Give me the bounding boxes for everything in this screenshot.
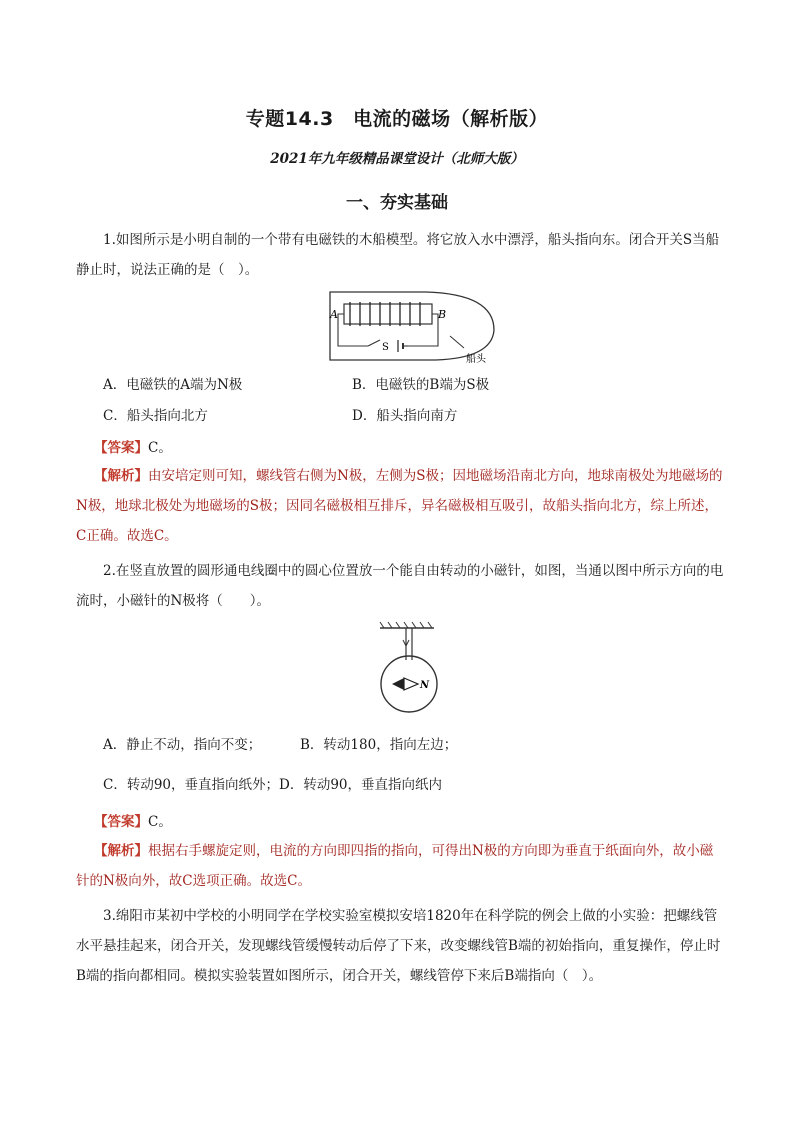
q1-analysis-text: 由安培定则可知，螺线管右侧为N极，左侧为S极；因地磁场沿南北方向，地球南极处为地磁场的N极，地球北极处为地磁场的S极；因同名磁极相互排斥，异名磁极相互吸引，故船头指向北方，综上所述，C正确。故选C。 bbox=[76, 468, 723, 544]
q2-answer-tag: 【答案】 bbox=[94, 814, 148, 830]
q1-stem: 1.如图所示是小明自制的一个带有电磁铁的木船模型。将它放入水中漂浮，船头指向东。闭合开关S当船静止时，说法正确的是（ ）。 bbox=[76, 232, 720, 278]
q3-stem: 3.绵阳市某初中学校的小明同学在学校实验室模拟安培1820年在科学院的例会上做的小实验：把螺线管水平悬挂起来，闭合开关，发现螺线管缓慢转动后停了下来，改变螺线管B端的初始指向，重复操作，停止时B端的指向都相同。模拟实验装置如图所示，闭合开关，螺线管停下来后B端指向（ ）。 bbox=[76, 908, 721, 984]
q1-option-d: D．船头指向南方 bbox=[352, 408, 458, 424]
q1-label-switch: S bbox=[382, 342, 389, 353]
q1-analysis-tag: 【解析】 bbox=[94, 468, 148, 484]
page-title: 专题14.3 电流的磁场（解析版） bbox=[245, 108, 549, 130]
q1-analysis bbox=[76, 461, 724, 551]
q1-label-a: A bbox=[330, 308, 338, 321]
q2-analysis bbox=[76, 836, 724, 896]
q2-option-b: B．转动180，指向左边； bbox=[300, 737, 458, 753]
q2-option-a: A．静止不动，指向不变； bbox=[103, 737, 262, 753]
q1-answer-text: C。 bbox=[148, 440, 172, 456]
q2-stem: 2.在竖直放置的圆形通电线圈中的圆心位置放一个能自由转动的小磁针，如图，当通以图中所示方向的电流时，小磁针的N极将（ ）。 bbox=[76, 563, 724, 609]
q2-answer-text: C。 bbox=[148, 814, 172, 830]
q1-option-c: C．船头指向北方 bbox=[103, 408, 208, 424]
page-subtitle: 2021年九年级精品课堂设计（北师大版） bbox=[270, 151, 524, 167]
section-heading: 一、夯实基础 bbox=[346, 193, 448, 213]
q1-option-b: B．电磁铁的B端为S极 bbox=[352, 377, 490, 393]
q1-label-bow: 船头 bbox=[466, 354, 486, 365]
q1-answer bbox=[94, 436, 172, 456]
q2-label-n: N bbox=[420, 680, 430, 691]
q2-analysis-text: 根据右手螺旋定则，电流的方向即四指的指向，可得出N极的方向即为垂直于纸面向外，故小磁针的N极向外，故C选项正确。故选C。 bbox=[76, 843, 714, 889]
q2-analysis-tag: 【解析】 bbox=[94, 843, 148, 859]
q2-option-cd: C．转动90，垂直指向纸外；D．转动90，垂直指向纸内 bbox=[103, 777, 443, 793]
q2-coil-figure bbox=[350, 620, 446, 720]
q1-answer-tag: 【答案】 bbox=[94, 440, 148, 456]
q1-label-b: B bbox=[438, 308, 447, 321]
q1-boat-figure bbox=[326, 288, 502, 370]
q1-option-a: A．电磁铁的A端为N极 bbox=[103, 377, 243, 393]
q2-answer bbox=[94, 810, 172, 830]
